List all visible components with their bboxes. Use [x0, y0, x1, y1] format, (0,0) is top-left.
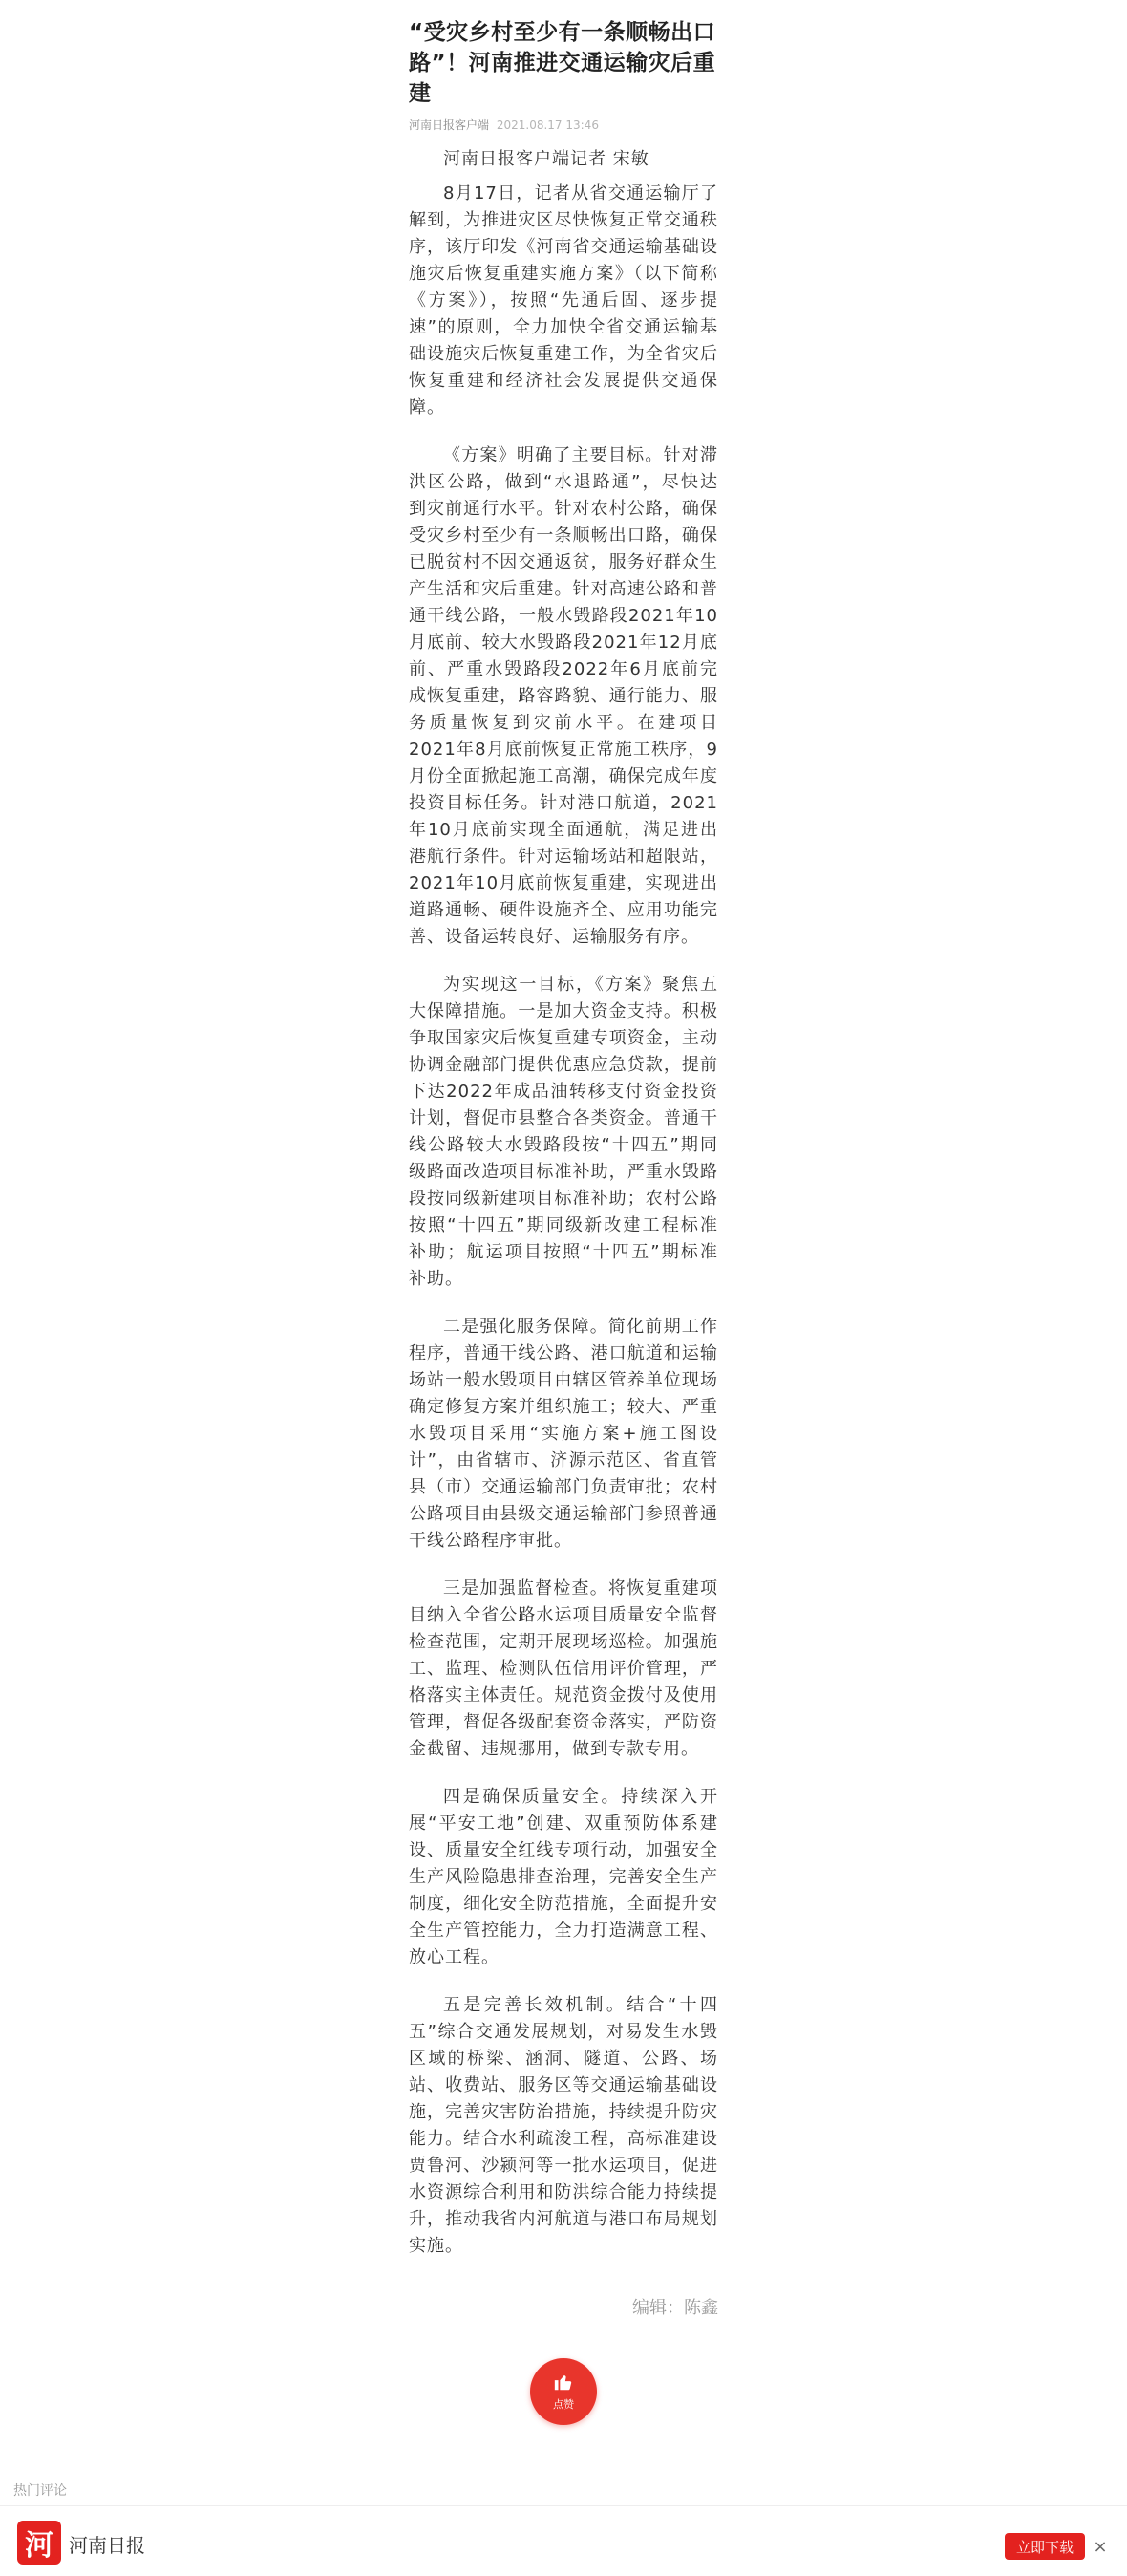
article-paragraph: 8月17日，记者从省交通运输厅了解到，为推进灾区尽快恢复正常交通秩序，该厅印发《河南省交通运输基础设施灾后恢复重建实施方案》（以下简称《方案》），按照“先通后固、逐步提速”的原则，全力加快全省交通运输基础设施灾后恢复重建工作，为全省灾后恢复重建和经济社会发展提供交通保障。: [409, 183, 718, 418]
app-logo: 河: [17, 2521, 61, 2565]
article-paragraph: 三是加强监督检查。将恢复重建项目纳入全省公路水运项目质量安全监督检查范围，定期开展现场巡检。加强施工、监理、检测队伍信用评价管理，严格落实主体责任。规范资金拨付及使用管理，督促各级配套资金落实，严防资金截留、违规挪用，做到专款专用。: [409, 1578, 718, 1759]
close-icon[interactable]: ×: [1093, 2536, 1108, 2557]
article-paragraph: 五是完善长效机制。结合“十四五”综合交通发展规划，对易发生水毁区域的桥梁、涵洞、隧道、公路、场站、收费站、服务区等交通运输基础设施，完善灾害防治措施，持续提升防灾能力。结合水利疏浚工程，高标准建设贾鲁河、沙颍河等一批水运项目，促进水资源综合利用和防洪综合能力持续提升，推动我省内河航道与港口布局规划实施。: [409, 1995, 718, 2256]
like-button[interactable]: [530, 2358, 597, 2425]
article-meta: [409, 117, 718, 133]
hot-comments-heading: 热门评论: [13, 2483, 67, 2499]
thumbs-up-icon: [553, 2372, 574, 2393]
article-time: 2021.08.17 13:46: [496, 118, 599, 132]
app-download-bar: [0, 2506, 1127, 2576]
like-label: 点赞: [553, 2398, 574, 2411]
article-content: [409, 146, 718, 2260]
app-name: 河南日报: [69, 2534, 145, 2557]
article-paragraph: 《方案》明确了主要目标。针对滞洪区公路，做到“水退路通”，尽快达到灾前通行水平。针对农村公路，确保受灾乡村至少有一条顺畅出口路，确保已脱贫村不因交通返贫，服务好群众生产生活和灾后重建。针对高速公路和普通干线公路，一般水毁路段2021年10月底前、较大水毁路段2021年12月底前、严重水毁路段2022年6月底前完成恢复重建，路容路貌、通行能力、服务质量恢复到灾前水平。在建项目2021年8月底前恢复正常施工秩序，9月份全面掀起施工高潮，确保完成年度投资目标任务。针对港口航道，2021年10月底前实现全面通航，满足进出港航行条件。针对运输场站和超限站，2021年10月底前恢复重建，实现进出道路通畅、硬件设施齐全、应用功能完善、设备运转良好、运输服务有序。: [409, 445, 718, 947]
article-paragraph: 为实现这一目标，《方案》聚焦五大保障措施。一是加大资金支持。积极争取国家灾后恢复重建专项资金，主动协调金融部门提供优惠应急贷款，提前下达2022年成品油转移支付资金投资计划，督促市县整合各类资金。普通干线公路较大水毁路段按“十四五”期同级路面改造项目标准补助，严重水毁路段按同级新建项目标准补助；农村公路按照“十四五”期同级新改建工程标准补助；航运项目按照“十四五”期标准补助。: [409, 975, 718, 1289]
article-author-line: 河南日报客户端记者 宋敏: [443, 149, 649, 169]
article-editor: 编辑：陈鑫: [632, 2298, 718, 2318]
article-paragraph: 二是强化服务保障。简化前期工作程序，普通干线公路、港口航道和运输场站一般水毁项目由辖区管养单位现场确定修复方案并组织施工；较大、严重水毁项目采用“实施方案+施工图设计”，由省辖市、济源示范区、省直管县（市）交通运输部门负责审批；农村公路项目由县级交通运输部门参照普通干线公路程序审批。: [409, 1317, 718, 1551]
article-source[interactable]: 河南日报客户端: [409, 118, 490, 132]
article: [409, 17, 718, 2319]
download-button[interactable]: 立即下载: [1005, 2533, 1085, 2560]
article-title: “受灾乡村至少有一条顺畅出口路”！河南推进交通运输灾后重建: [409, 20, 716, 106]
article-paragraph: 四是确保质量安全。持续深入开展“平安工地”创建、双重预防体系建设、质量安全红线专项行动，加强安全生产风险隐患排查治理，完善安全生产制度，细化安全防范措施，全面提升安全生产管控能力，全力打造满意工程、放心工程。: [409, 1787, 718, 1967]
